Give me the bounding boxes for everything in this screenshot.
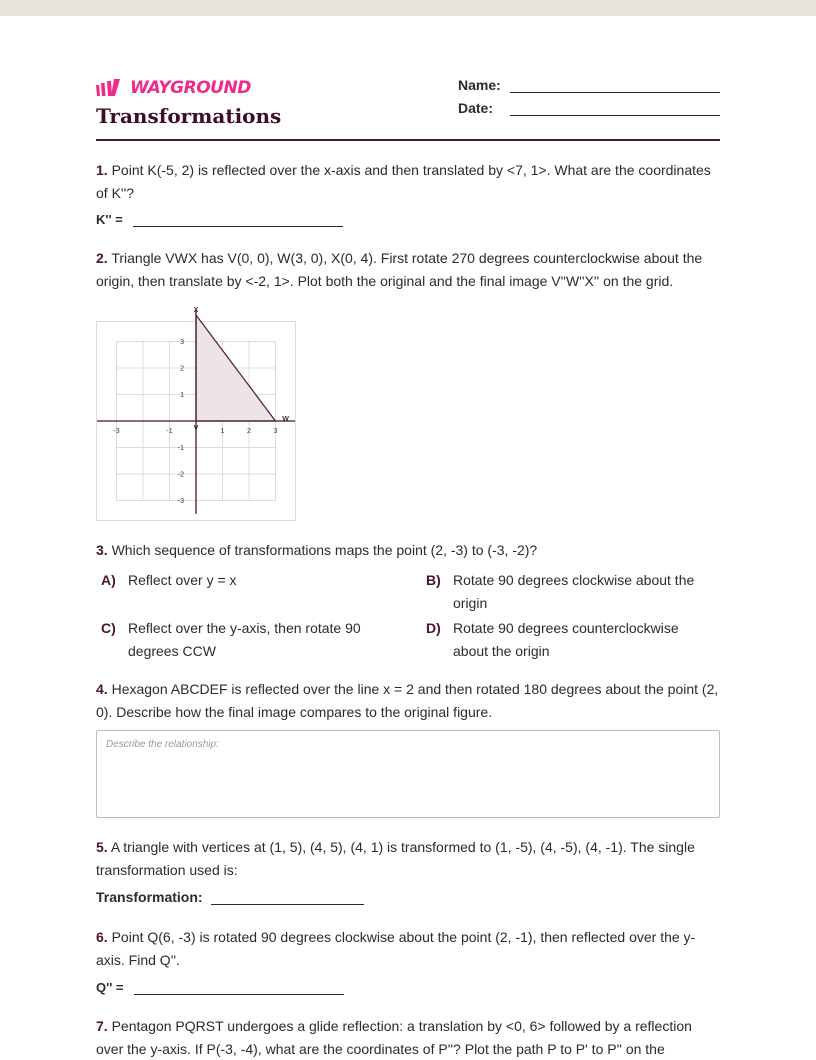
top-bar [0, 0, 816, 16]
question-number: 4. [96, 681, 108, 697]
date-label: Date: [458, 100, 494, 116]
option-letter: B) [426, 572, 441, 588]
question-number: 2. [96, 250, 108, 266]
brand-logo [96, 78, 251, 98]
answer-line[interactable] [211, 890, 364, 905]
vertex-label: W [282, 416, 289, 423]
question-2 [96, 247, 720, 292]
name-input-line[interactable] [510, 78, 720, 93]
question-7 [96, 1015, 720, 1060]
question-number: 3. [96, 542, 108, 558]
worksheet-title: Transformations [96, 104, 282, 128]
question-5 [96, 836, 720, 881]
y-axis-label: X [193, 307, 199, 314]
x-tick-label: 1 [220, 428, 225, 435]
coordinate-grid[interactable] [96, 307, 296, 521]
option-text: Reflect over the y-axis, then rotate 90 degrees CCW [128, 620, 361, 659]
grid-chart [97, 307, 295, 520]
x-tick-label: -1 [166, 428, 173, 435]
question-text: Point Q(6, -3) is rotated 90 degrees clockwise about the point (2, -1), then reflected over the y-axis. Find Q''. [96, 929, 696, 968]
answer-q1 [96, 212, 343, 227]
name-field [458, 77, 720, 93]
question-text: Hexagon ABCDEF is reflected over the line x = 2 and then rotated 180 degrees about the point (2, 0). Describe how the final image compares to the original figure. [96, 681, 719, 720]
option-text: Rotate 90 degrees counterclockwise about the origin [453, 620, 679, 659]
y-tick-label: 3 [180, 339, 184, 346]
question-number: 6. [96, 929, 108, 945]
option-text: Rotate 90 degrees clockwise about the origin [453, 572, 695, 611]
textbox-placeholder: Describe the relationship: [106, 739, 219, 750]
answer-label: K'' = [96, 212, 123, 227]
y-tick-label: 1 [180, 392, 184, 399]
question-1 [96, 159, 720, 204]
option-a[interactable] [101, 569, 391, 592]
x-tick-label: -3 [113, 428, 120, 435]
y-tick-label: -3 [177, 498, 184, 505]
answer-line[interactable] [134, 980, 344, 995]
question-number: 1. [96, 162, 108, 178]
question-text: Triangle VWX has V(0, 0), W(3, 0), X(0, 4). First rotate 270 degrees counterclockwise about the origin, then translate by <-2, 1>. Plot both the original and the final image V''W''X'' on the grid. [96, 250, 703, 289]
worksheet-page [96, 16, 720, 1057]
date-field [458, 100, 720, 116]
option-letter: D) [426, 620, 441, 636]
question-6 [96, 926, 720, 971]
option-d[interactable] [426, 617, 716, 662]
question-text: Pentagon PQRST undergoes a glide reflection: a translation by <0, 6> followed by a reflection over the y-axis. If P(-3, -4), what are the coordinates of P''? Plot the path P to P' to P'' on the [96, 1018, 692, 1057]
answer-label: Transformation: [96, 889, 203, 905]
option-text: Reflect over y = x [128, 572, 237, 588]
answer-label: Q'' = [96, 980, 124, 995]
question-text: A triangle with vertices at (1, 5), (4, 5), (4, 1) is transformed to (1, -5), (4, -5), (4, -1). The single transformation used is: [96, 839, 695, 878]
answer-textbox-q4[interactable] [96, 730, 720, 818]
question-number: 7. [96, 1018, 108, 1034]
vertex-label: V [193, 425, 199, 432]
question-text: Point K(-5, 2) is reflected over the x-axis and then translated by <7, 1>. What are the coordinates of K''? [96, 162, 711, 201]
x-tick-label: 3 [273, 428, 278, 435]
brand-name: WAYGROUND [130, 78, 251, 98]
y-tick-label: -2 [177, 471, 184, 479]
option-letter: C) [101, 620, 116, 636]
answer-q6 [96, 980, 344, 995]
option-letter: A) [101, 572, 116, 588]
question-text: Which sequence of transformations maps the point (2, -3) to (-3, -2)? [111, 542, 538, 558]
date-input-line[interactable] [510, 101, 720, 116]
y-tick-label: 2 [180, 365, 184, 373]
answer-q5 [96, 889, 364, 905]
x-tick-label: 2 [247, 428, 251, 435]
question-3 [96, 539, 720, 562]
question-number: 5. [96, 839, 108, 855]
wayground-logo-icon [96, 79, 124, 97]
question-4 [96, 678, 720, 723]
worksheet-header [96, 16, 720, 141]
y-tick-label: -1 [177, 445, 184, 452]
option-b[interactable] [426, 569, 716, 614]
option-c[interactable] [101, 617, 391, 662]
answer-line[interactable] [133, 212, 343, 227]
name-label: Name: [458, 77, 501, 93]
